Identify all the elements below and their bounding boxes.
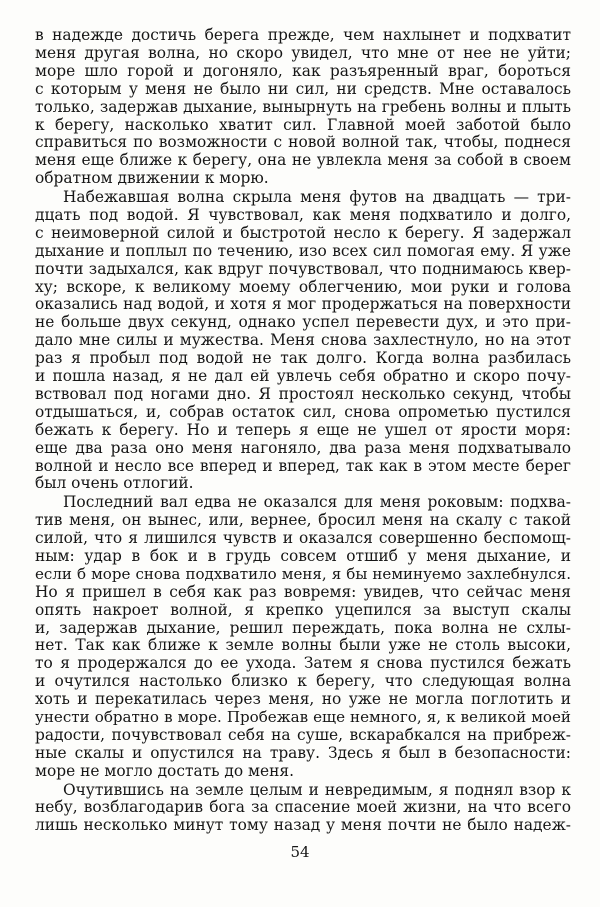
text-line: небу, возблагодарив бога за спасение моей жизни, на что всего [35, 798, 571, 817]
text-line: меня еще ближе к берегу, она не увлекла меня за собой в своем [35, 151, 571, 170]
text-line: и пошла назад, я не дал ей увлечь себя обратно и скоро почу- [35, 367, 571, 385]
page-number: 54 [290, 843, 310, 861]
text-line: и, задержав дыхание, решил переждать, пока волна не схлы- [35, 618, 571, 637]
text-line: то я продержался до ее ухода. Затем я снова пустился бежать [35, 654, 571, 673]
text-line: был очень отлогий. [35, 474, 194, 493]
text-line: лишь несколько минут тому назад у меня почти не было надеж- [35, 816, 571, 835]
text-line: и очутился настолько близко к берегу, что следующая волна [35, 672, 571, 691]
text-line: опять накроет волной, я крепко уцепился за выступ скалы [35, 600, 571, 619]
text-line: обратном движении к морю. [35, 169, 269, 188]
text-line: унести обратно в море. Пробежав еще немного, я, к великой моей [35, 708, 571, 726]
text-line: ные скалы и опустился на траву. Здесь я был в безопасности: [35, 743, 571, 762]
text-line: с которым у меня не было ни сил, ни средств. Мне оставалось [35, 79, 571, 98]
text-line: с неимоверной силой и быстротой несло к берегу. Я задержал [35, 223, 571, 242]
text-line: не больше двух секунд, однако успел перевести дух, и это при- [35, 313, 571, 332]
text-line: меня другая волна, но скоро увидел, что мне от нее не уйти; [35, 43, 571, 62]
text-line: Набежавшая волна скрыла меня футов на двадцать — три- [63, 188, 571, 206]
text-line: в надежде достичь берега прежде, чем нахлынет и подхватит [35, 26, 571, 44]
text-line: силой, что я лишился чувств и оказался совершенно беспомощ- [35, 529, 571, 547]
text-line: раз я пробыл под водой не так долго. Когда волна разбилась [35, 349, 571, 368]
text-line: ным: удар в бок и в грудь совсем отшиб у меня дыхание, и [35, 546, 571, 565]
text-line: вствовал под ногами дно. Я простоял несколько секунд, чтобы [35, 384, 571, 403]
text-line: к берегу, насколько хватит сил. Главной моей заботой было [35, 115, 571, 134]
text-line: радости, почувствовал себя на суше, вскарабкался на прибреж- [35, 725, 571, 744]
text-line: справиться по возможности с новой волной так, чтобы, поднеся [35, 133, 571, 152]
text-line: оказались над водой, и хотя я мог продержаться на поверхности [35, 295, 571, 314]
text-line: ху; вскоре, к великому моему облегчению, мои руки и голова [35, 277, 571, 296]
text-line: Последний вал едва не оказался для меня роковым: подхва- [63, 493, 571, 512]
text-line: дало мне силы и мужества. Меня снова захлестнуло, но на этот [35, 331, 571, 350]
text-line: море не могло достать до меня. [35, 761, 294, 780]
text-line: волной и несло все вперед и вперед, так как в этом месте берег [35, 456, 571, 475]
text-line: Очутившись на земле целым и невредимым, я поднял взор к [63, 780, 571, 799]
text-line: Но я пришел в себя как раз вовремя: увидев, что сейчас меня [35, 582, 571, 601]
text-line: отдышаться, и, собрав остаток сил, снова опрометью пустился [35, 402, 571, 421]
text-line: только, задержав дыхание, вынырнуть на гребень волны и плыть [35, 97, 571, 116]
text-line: если б море снова подхватило меня, я бы неминуемо захлебнулся. [35, 564, 571, 583]
text-line: дыхание и поплыл по течению, изо всех сил помогая ему. Я уже [35, 241, 571, 260]
text-line: почти задыхался, как вдруг почувствовал, что поднимаюсь квер- [35, 259, 571, 278]
text-line: дцать под водой. Я чувствовал, как меня подхватило и долго, [35, 205, 571, 224]
text-line: бежать к берегу. Но и теперь я еще не ушел от ярости моря: [35, 420, 571, 439]
text-line: тив меня, он вынес, или, вернее, бросил меня на скалу с такой [35, 511, 571, 530]
text-line: нет. Так как ближе к земле волны были уже не столь высоки, [35, 636, 571, 655]
text-line: еще два раза оно меня нагоняло, два раза меня подхватывало [35, 438, 571, 457]
text-line: хоть и перекатилась через меня, но уже не могла поглотить и [35, 690, 571, 709]
text-line: море шло горой и догоняло, как разъяренный враг, бороться [35, 61, 571, 80]
